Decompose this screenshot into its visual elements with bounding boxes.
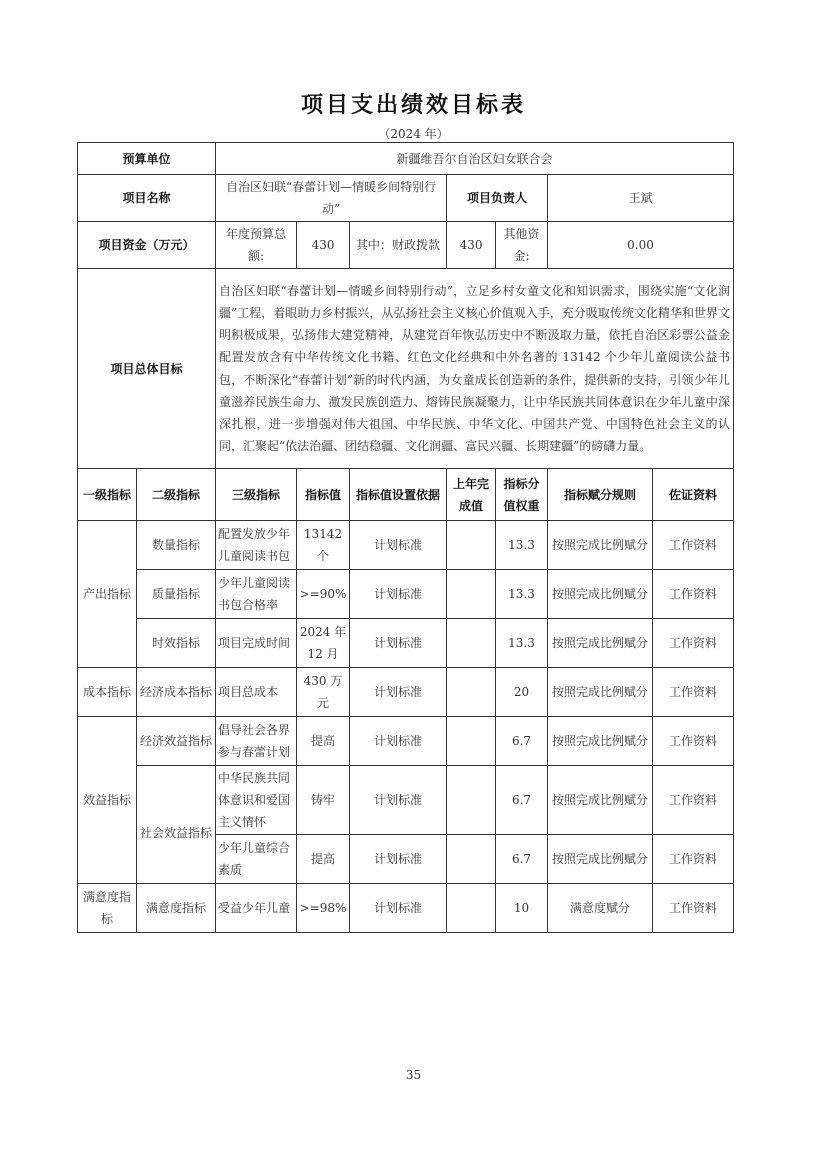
column-header-row	[78, 469, 734, 521]
evidence-cell: 工作资料	[653, 668, 734, 717]
evidence-cell: 工作资料	[653, 619, 734, 668]
basis-cell: 计划标准	[350, 521, 447, 570]
basis-cell: 计划标准	[350, 619, 447, 668]
col-header-evidence: 佐证资料	[653, 469, 734, 521]
last-year-cell	[447, 884, 496, 933]
annual-budget-value: 430	[297, 222, 350, 269]
col-header-level2: 二级指标	[137, 469, 216, 521]
funds-label: 项目资金（万元）	[78, 222, 216, 269]
weight-cell: 13.3	[496, 570, 548, 619]
rule-cell: 按照完成比例赋分	[548, 570, 653, 619]
value-cell: 430 万元	[297, 668, 350, 717]
page-number: 35	[405, 1068, 422, 1082]
level2-cell: 满意度指标	[137, 884, 216, 933]
group-benefit: 效益指标	[78, 717, 137, 884]
rule-cell: 按照完成比例赋分	[548, 766, 653, 835]
group-output: 产出指标	[78, 521, 137, 668]
fiscal-value: 430	[447, 222, 496, 269]
value-cell: >=98%	[297, 884, 350, 933]
basis-cell: 计划标准	[350, 668, 447, 717]
weight-cell: 13.3	[496, 619, 548, 668]
rule-cell: 满意度赋分	[548, 884, 653, 933]
rule-cell: 按照完成比例赋分	[548, 717, 653, 766]
basis-cell: 计划标准	[350, 570, 447, 619]
evidence-cell: 工作资料	[653, 766, 734, 835]
value-cell: 13142 个	[297, 521, 350, 570]
project-name-row	[78, 175, 734, 222]
col-header-basis: 指标值设置依据	[350, 469, 447, 521]
last-year-cell	[447, 619, 496, 668]
weight-cell: 13.3	[496, 521, 548, 570]
level3-cell: 少年儿童综合素质	[216, 835, 297, 884]
col-header-last-year: 上年完成值	[447, 469, 496, 521]
last-year-cell	[447, 668, 496, 717]
project-leader-label: 项目负责人	[447, 175, 548, 222]
col-header-level3: 三级指标	[216, 469, 297, 521]
value-cell: 2024 年 12 月	[297, 619, 350, 668]
value-cell: 提高	[297, 717, 350, 766]
level2-cell: 经济成本指标	[137, 668, 216, 717]
table-row	[78, 884, 734, 933]
evidence-cell: 工作资料	[653, 884, 734, 933]
page-title: 项目支出绩效目标表	[300, 93, 526, 118]
level2-cell: 数量指标	[137, 521, 216, 570]
evidence-cell: 工作资料	[653, 835, 734, 884]
rule-cell: 按照完成比例赋分	[548, 619, 653, 668]
evidence-cell: 工作资料	[653, 570, 734, 619]
evidence-cell: 工作资料	[653, 717, 734, 766]
last-year-cell	[447, 766, 496, 835]
level3-cell: 少年儿童阅读书包合格率	[216, 570, 297, 619]
table-row	[78, 717, 734, 766]
level3-cell: 项目完成时间	[216, 619, 297, 668]
overall-goal-row	[78, 269, 734, 469]
fiscal-label: 其中：财政拨款	[350, 222, 447, 269]
table-row	[78, 766, 734, 835]
basis-cell: 计划标准	[350, 766, 447, 835]
last-year-cell	[447, 521, 496, 570]
level2-cell: 质量指标	[137, 570, 216, 619]
level3-cell: 中华民族共同体意识和爱国主义情怀	[216, 766, 297, 835]
annual-budget-label: 年度预算总额:	[216, 222, 297, 269]
weight-cell: 6.7	[496, 835, 548, 884]
level2-cell-social: 社会效益指标	[137, 766, 216, 884]
project-funds-row	[78, 222, 734, 269]
weight-cell: 6.7	[496, 766, 548, 835]
performance-target-table	[77, 142, 734, 933]
col-header-rule: 指标赋分规则	[548, 469, 653, 521]
weight-cell: 6.7	[496, 717, 548, 766]
table-row	[78, 521, 734, 570]
value-cell: >=90%	[297, 570, 350, 619]
project-name-value: 自治区妇联“春蕾计划—情暖乡间特别行动”	[216, 175, 447, 222]
value-cell: 铸牢	[297, 766, 350, 835]
rule-cell: 按照完成比例赋分	[548, 835, 653, 884]
other-funds-label: 其他资金:	[496, 222, 548, 269]
last-year-cell	[447, 717, 496, 766]
weight-cell: 10	[496, 884, 548, 933]
rule-cell: 按照完成比例赋分	[548, 521, 653, 570]
level3-cell: 倡导社会各界参与春蕾计划	[216, 717, 297, 766]
level3-cell: 受益少年儿童	[216, 884, 297, 933]
group-satisfaction: 满意度指标	[78, 884, 137, 933]
basis-cell: 计划标准	[350, 884, 447, 933]
group-cost: 成本指标	[78, 668, 137, 717]
overall-goal-label: 项目总体目标	[78, 269, 216, 469]
weight-cell: 20	[496, 668, 548, 717]
rule-cell: 按照完成比例赋分	[548, 668, 653, 717]
year-subtitle: （2024 年）	[378, 127, 449, 141]
last-year-cell	[447, 570, 496, 619]
budget-unit-label: 预算单位	[78, 143, 216, 175]
project-name-label: 项目名称	[78, 175, 216, 222]
level3-cell: 配置发放少年儿童阅读书包	[216, 521, 297, 570]
budget-unit-row	[78, 143, 734, 175]
table-row	[78, 570, 734, 619]
last-year-cell	[447, 835, 496, 884]
table-row	[78, 619, 734, 668]
value-cell: 提高	[297, 835, 350, 884]
overall-goal-text: 自治区妇联“春蕾计划—情暖乡间特别行动”，立足乡村女童文化和知识需求，围绕实施“文化润疆”工程，着眼助力乡村振兴，从弘扬社会主义核心价值观入手，充分吸取传统文化精华和世界文明积极成果，弘扬伟大建党精神，从建党百年恢弘历史中不断汲取力量，依托自治区彩票公益金配置发放含有中华传统文化书籍、红色文化经典和中外名著的 13142 个少年儿童阅读公益书包，不断深化“春蕾计划”新的时代内涵，为女童成长创造新的条件，提供新的支持，引领少年儿童滋养民族生命力、激发民族创造力、熔铸民族凝聚力，让中华民族共同体意识在少年儿童中深深扎根，进一步增强对伟大祖国、中华民族、中华文化、中国共产党、中国特色社会主义的认同，汇聚起“依法治疆、团结稳疆、文化润疆、富民兴疆、长期建疆”的磅礴力量。	[216, 269, 734, 469]
basis-cell: 计划标准	[350, 835, 447, 884]
table-row	[78, 668, 734, 717]
level2-cell: 时效指标	[137, 619, 216, 668]
evidence-cell: 工作资料	[653, 521, 734, 570]
budget-unit-value: 新疆维吾尔自治区妇女联合会	[216, 143, 734, 175]
basis-cell: 计划标准	[350, 717, 447, 766]
col-header-value: 指标值	[297, 469, 350, 521]
project-leader-value: 王斌	[548, 175, 734, 222]
col-header-level1: 一级指标	[78, 469, 137, 521]
level3-cell: 项目总成本	[216, 668, 297, 717]
other-funds-value: 0.00	[548, 222, 734, 269]
level2-cell: 经济效益指标	[137, 717, 216, 766]
col-header-weight: 指标分值权重	[496, 469, 548, 521]
